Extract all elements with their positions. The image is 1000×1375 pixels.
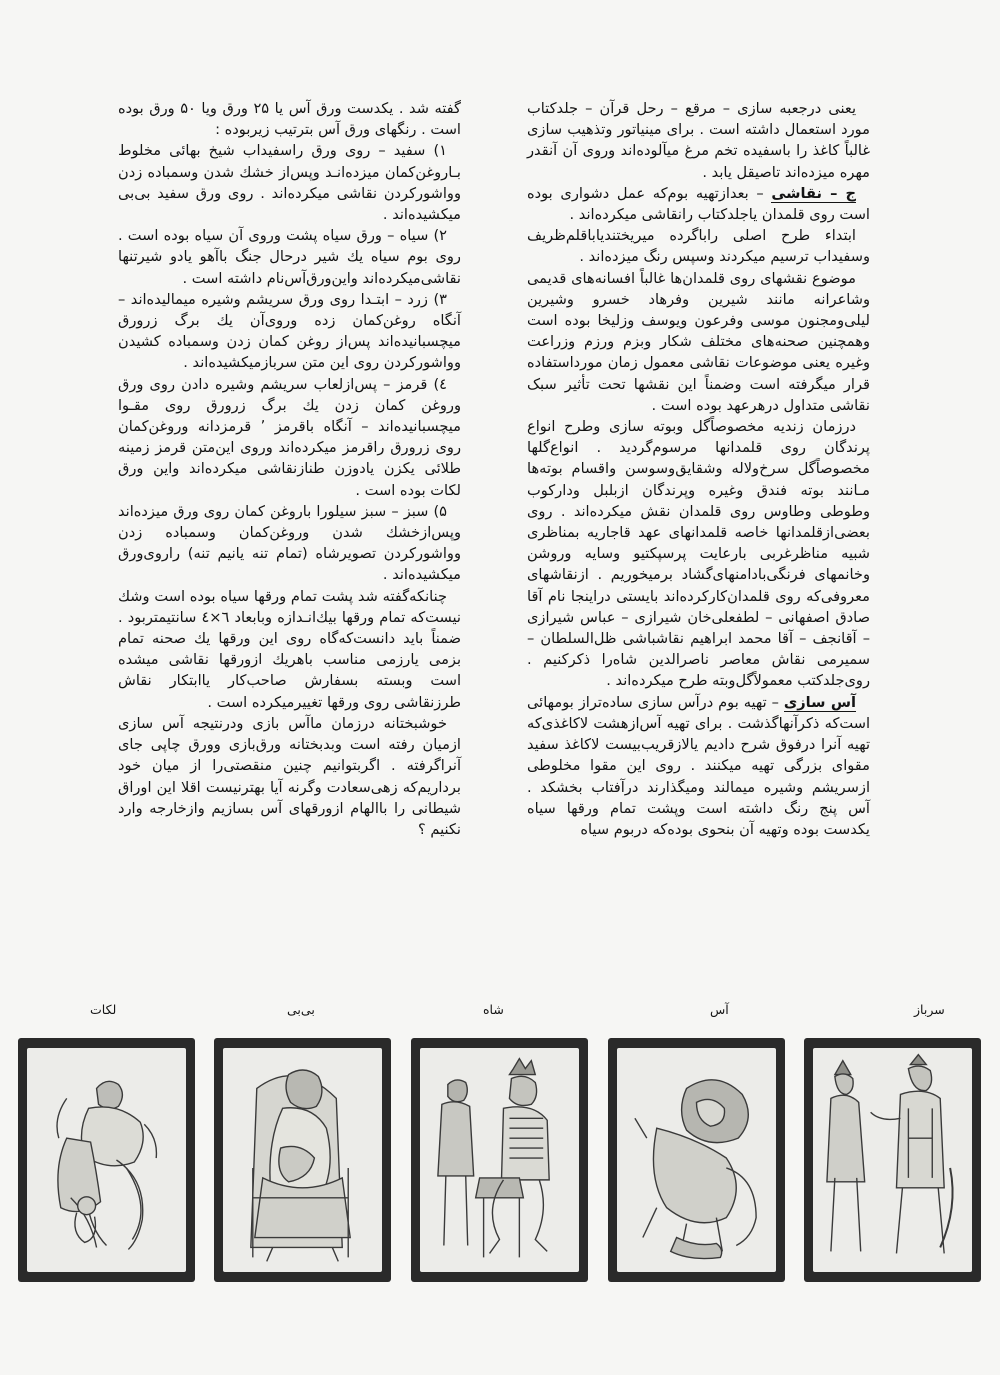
- left_column-paragraph: [118, 501, 461, 586]
- card-as-image: [608, 1038, 785, 1282]
- card-shah-image: [411, 1038, 588, 1282]
- right_column-paragraph: [527, 416, 870, 692]
- paragraph-text: ۳) زرد – ابتـدا روی ورق سریشم وشیره میمالیده‌اند – آنگاه روغن‌کمان زده وروی‌آن یك برگ زرورق میچسبانیده‌اند پس‌از روغن کمان زدن وسمباده کشیدن وواشورکردن روی این متن سربازمیکشیده‌اند .: [118, 290, 461, 372]
- left_column-paragraph: [118, 586, 461, 713]
- paragraph-text: یعنی درجعبه سازی – مرقع – رحل قرآن – جلدکتاب مورد استعمال داشته است . برای مینیاتور وتذهیب سازی غالباً کاغذ را باسفیده تخم مرغ میآلوده‌اند وروی آن آنقدر مهره میزده‌اند تاصیقل یابد .: [527, 100, 870, 181]
- right_column-paragraph: [527, 225, 870, 267]
- as-lion-illustration: [617, 1048, 776, 1272]
- card-bibi-image: [214, 1038, 391, 1282]
- card-captions: [0, 1002, 1000, 1026]
- right_column-paragraph: [527, 268, 870, 416]
- right_column-paragraph: [527, 692, 870, 840]
- left_column-paragraph: [118, 140, 461, 225]
- caption-bibi: بی‌بی: [287, 1002, 315, 1017]
- left_column-paragraph: [118, 225, 461, 289]
- playing-card-row: [0, 1038, 1000, 1288]
- paragraph-text: – تهیه بوم درآس سازی ساده‌تراز بومهائی است‌که ذکرآنهاگذشت . برای تهیه آس‌ازهشت لاکاغذی‌که تهیه آنرا درفوق شرح دادیم یالازقریب‌بیست لاکاغذ سفید مقوای بزرگی تهیه میکنند . روی این مقوا مخلوطی ازسریشم وشیره میمالند ومیگذارند درآفتاب بخشکد . آس پنج رنگ داشته است وپشت تمام ورقها سیاه یکدست بوده وتهیه آن بنحوی بوده‌که دربوم سیاه: [527, 693, 870, 838]
- left_column-paragraph: [118, 713, 461, 840]
- paragraph-text: ۲) سیاه – ورق سیاه پشت وروی آن سیاه بوده است . روی بوم سیاه یك شیر درحال جنگ باآهو یادو شیرتنها نقاشی‌میکرده‌اند واین‌ورق‌آس‌نام داشته است .: [118, 227, 461, 287]
- paragraph-text: موضوع نقشهای روی قلمدان‌ها غالباً افسانه‌های قدیمی وشاعرانه مانند شیرین وفرهاد خسرو وشیرین لیلی‌ومجنون موسی وفرعون ویوسف وزلیخا بوده است وهمچنین صحنه‌های مختلف شکار وبزم ورزم وزراعت وغیره یعنی موضوعات نقاشی معمول زمان مورداستفاده قرار میگرفته است وضمناً این نقشها تحت تأثیر سبک نقاشی متداول درهرعهد بوده است .: [527, 269, 870, 414]
- paragraph-text: ٤) قرمز – پس‌ازلعاب سریشم وشیره دادن روی ورق وروغن کمان زدن یك برگ زرورق روی مقـوا میچسبانیده‌اند – آنگاه باقرمز ٬ قرمزدانه وروغن‌کمان روی زرورق راقرمز میکرده‌اند وروی این‌متن قرمز زمینه طلائی یکزن یادوزن طنازنقاشی میکرده‌اند واین ورق لکات بوده است .: [118, 375, 461, 499]
- paragraph-text: درزمان زندیه مخصوصاً‌گل وبوته سازی وطرح انواع پرندگان روی قلمدانها مرسوم‌گردید . انواع‌گلها مخصوصاً‌گل سرخ‌ولاله وشقایق‌وسوسن واقسام بوته‌ها مـانند بوته فندق وغیره وپرندگان ازبلبل ودارکوب وطوطی وطاوس روی قلمدان نقش میکرده‌اند . روی بعضی‌ازقلمدانها خاصه قلمدانهای عهد قاجاریه بمناظری شبیه مناظرغربی بارعایت پرسپکتیو وسایه وروشن وخانمهای فرنگی‌بادامنهای‌گشاد برمیخوریم . ازنقاشهای معروفی‌که روی قلمدان‌کارکرده‌اند بایستی دراینجا نام آقا صادق اصفهانی – لطفعلی‌خان شیرازی – عباس شیرازی – آقانجف – آقا محمد ابراهیم نقاشباشی ظل‌السلطان – سمیرمی نقاش معاصر ناصرالدین شاه‌را ذکرکنیم . روی‌جلدکتب معمولاً‌گل‌وبته طرح میکرده‌اند .: [527, 418, 870, 690]
- bibi-illustration: [223, 1048, 382, 1272]
- paragraph-text: ابتداء طرح اصلی رابا‌گرده میریختندیاباقلم‌ظریف وسفیداب ترسیم میکردند وسپس رنگ میزده‌اند .: [527, 227, 870, 266]
- section-heading: ج – نقاشی: [771, 184, 857, 202]
- right_column-paragraph: [527, 183, 870, 225]
- caption-lakat: لکات: [90, 1002, 117, 1017]
- paragraph-text: ۵) سبز – سبز سیلورا باروغن کمان روی ورق میزده‌اند وپس‌ازخشك شدن وروغن‌کمان وسمباده زدن وواشورکردن تصویرشاه (تمام تنه یانیم تنه) راروی‌ورق میکشیده‌اند .: [118, 502, 461, 584]
- left_column-paragraph: [118, 374, 461, 501]
- shah-illustration: [420, 1048, 579, 1272]
- left_column-paragraph: [118, 289, 461, 374]
- lakat-illustration: [27, 1048, 186, 1272]
- paragraph-text: ۱) سفید – روی ورق راسفیداب شیخ بهائی مخلوط بـاروغن‌کمان میزده‌انـد وپس‌از خشك شدن وسمباده زدن وواشورکردن نقاشی میکرده‌اند . روی ورق سفید بی‌بی میکشیده‌اند .: [118, 142, 461, 224]
- paragraph-text: خوشبختانه درزمان ماآس بازی ودرنتیجه آس سازی ازمیان رفته است وبدبختانه ورق‌بازی وورق چاپی جای آنراگرفته . اگربتوانیم چنین منقصتی‌را از میان خود برداریم‌که زهی‌سعادت وگرنه آیا بهترنیست اقلا این اوراق شیطانی را باالهام ازورقهای آس بسازیم وازخارجه وارد نکنیم ؟: [118, 714, 461, 838]
- right_column-paragraph: [527, 98, 870, 183]
- caption-as: آس: [710, 1002, 729, 1017]
- paragraph-text: چنانکه‌گفته شد پشت تمام ورقها سیاه بوده است وشك نیست‌که تمام ورقها بیك‌انـدازه وبابعاد ٦×٤ سانتیمتربود . ضمناً باید دانست‌که‌گاه روی این ورقها یك صحنه تمام بزمی یارزمی مناسب باهریك ازورقها نقاشی میشده است وبسته بسفارش صاحب‌کار یاابتکار نقاش طرزنقاشی روی ورقها تغییرمیکرده است .: [118, 587, 461, 711]
- paragraph-text: – بعدازتهیه بوم‌که عمل دشواری بوده است روی قلمدان یاجلدکتاب رانقاشی میکرده‌اند .: [527, 184, 870, 224]
- card-lakat-image: [18, 1038, 195, 1282]
- left_column-paragraph: [118, 98, 461, 140]
- caption-shah: شاه: [483, 1002, 504, 1017]
- paragraph-text: گفته شد . یکدست ورق آس یا ۲۵ ورق ویا ۵۰ ورق بوده است . رنگهای ورق آس بترتیب زیربوده :: [118, 100, 462, 139]
- text-column-left: [118, 98, 461, 840]
- caption-sarbaz: سرباز: [914, 1002, 945, 1017]
- sarbaz-illustration: [813, 1048, 972, 1272]
- text-column-right: [527, 98, 870, 840]
- card-sarbaz-image: [804, 1038, 981, 1282]
- section-heading: آس سازی: [783, 693, 856, 711]
